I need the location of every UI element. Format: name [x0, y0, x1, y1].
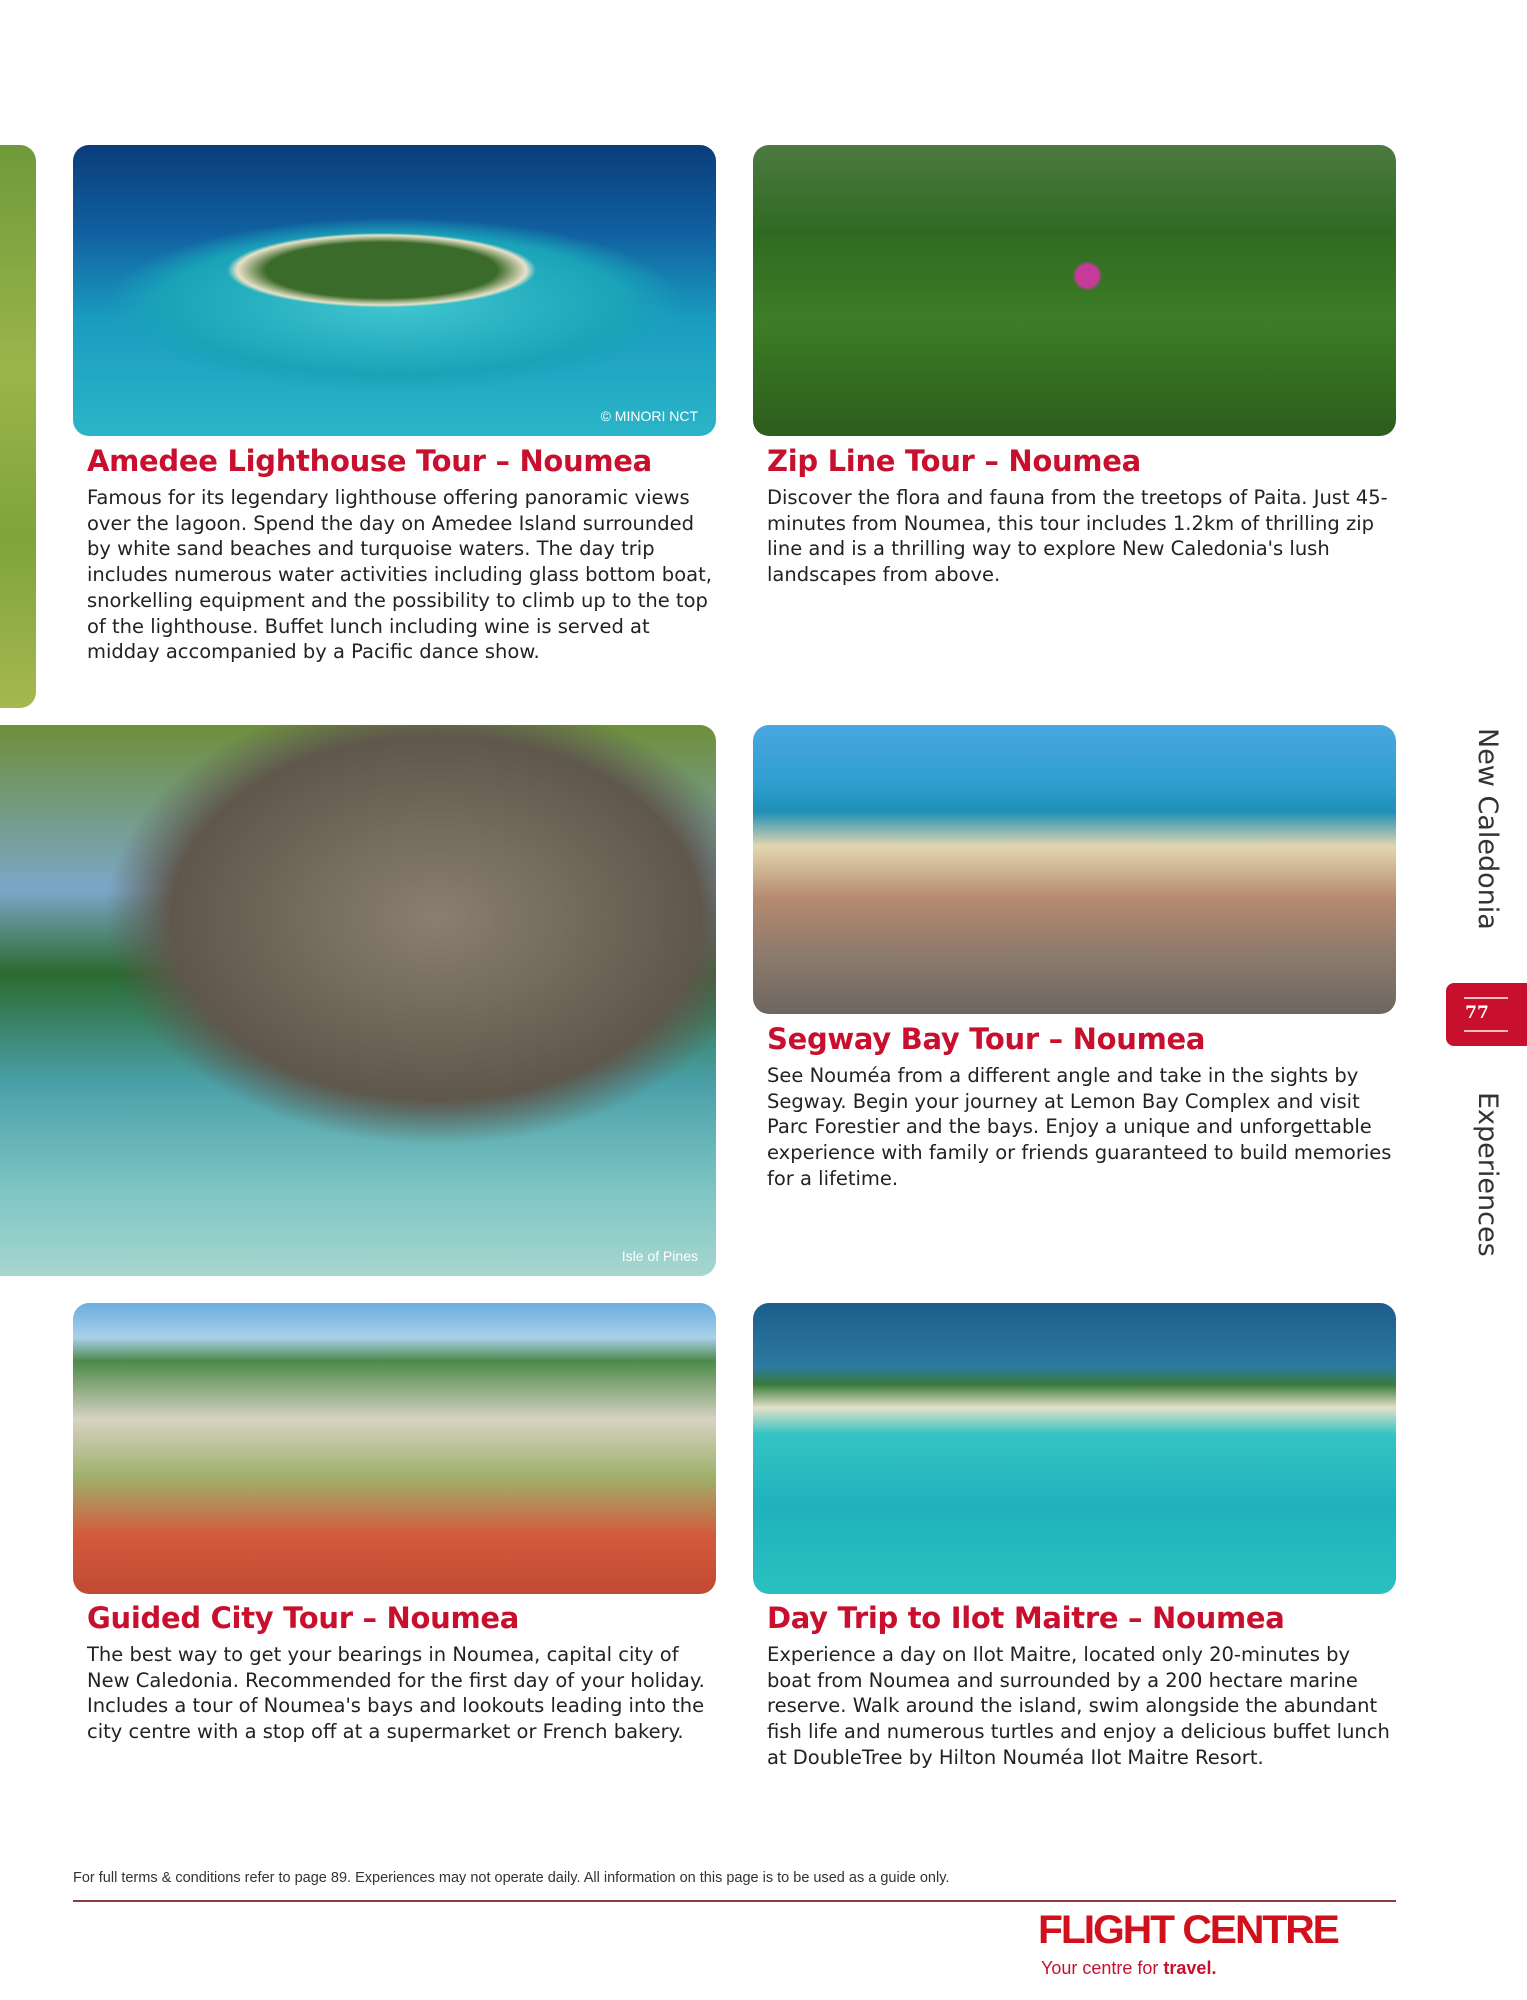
footer-divider [73, 1900, 1396, 1902]
ilot-maitre-image [753, 1303, 1396, 1594]
country-label: New Caledonia [1472, 728, 1503, 930]
flight-centre-logo: FLIGHT CENTRE [1038, 1908, 1338, 1952]
page-number-tab [1446, 983, 1527, 1046]
tagline-text: Your centre for [1041, 1958, 1164, 1978]
segway-image [753, 725, 1396, 1014]
page-number: 77 [1465, 1003, 1489, 1023]
tagline [1041, 1958, 1216, 1979]
terms-note: For full terms & conditions refer to page 89. Experiences may not operate daily. All information on this page is to be used as a guide only. [73, 1870, 950, 1886]
card-description: Experience a day on Ilot Maitre, located only 20-minutes by boat from Noumea and surrounded by a 200 hectare marine reserve. Walk around the island, swim alongside the abundant fish life and numerous turtles and enjoy a delicious buffet lunch at DoubleTree by Hilton Nouméa Ilot Maitre Resort. [767, 1643, 1390, 1769]
card-title: Day Trip to Ilot Maitre – Noumea [767, 1601, 1285, 1635]
card-description: Discover the flora and fauna from the treetops of Paita. Just 45-minutes from Noumea, this tour includes 1.2km of thrilling zip line and is a thrilling way to explore New Caledonia's lush landscapes from above. [767, 486, 1388, 587]
photo-caption: Isle of Pines [621, 1248, 698, 1264]
card-description: Famous for its legendary lighthouse offering panoramic views over the lagoon. Spend the day on Amedee Island surrounded by white sand beaches and turquoise waters. The day trip includes numerous water activities including glass bottom boat, snorkelling equipment and the possibility to climb up to the top of the lighthouse. Buffet lunch including wine is served at midday accompanied by a Pacific dance show. [87, 486, 712, 664]
card-description: The best way to get your bearings in Noumea, capital city of New Caledonia. Recommended for the first day of your holiday. Includes a tour of Noumea's bays and lookouts leading into the city centre with a stop off at a supermarket or French bakery. [87, 1643, 705, 1744]
tagline-emphasis: travel. [1163, 1958, 1217, 1978]
aerial-strip-image [0, 145, 36, 708]
zip-line-image [753, 145, 1396, 436]
card-description: See Nouméa from a different angle and take in the sights by Segway. Begin your journey at Lemon Bay Complex and visit Parc Forestier and the bays. Enjoy a unique and unforgettable experience with family or friends guaranteed to build memories for a lifetime. [767, 1064, 1392, 1190]
amedee-lighthouse-image [73, 145, 716, 436]
section-label: Experiences [1472, 1092, 1503, 1257]
card-title: Amedee Lighthouse Tour – Noumea [87, 444, 652, 478]
card-title: Segway Bay Tour – Noumea [767, 1022, 1206, 1056]
noumea-city-image [73, 1303, 716, 1594]
card-title: Zip Line Tour – Noumea [767, 444, 1141, 478]
photo-credit: © MINORI NCT [600, 408, 698, 424]
card-title: Guided City Tour – Noumea [87, 1601, 520, 1635]
isle-of-pines-image [0, 725, 716, 1276]
